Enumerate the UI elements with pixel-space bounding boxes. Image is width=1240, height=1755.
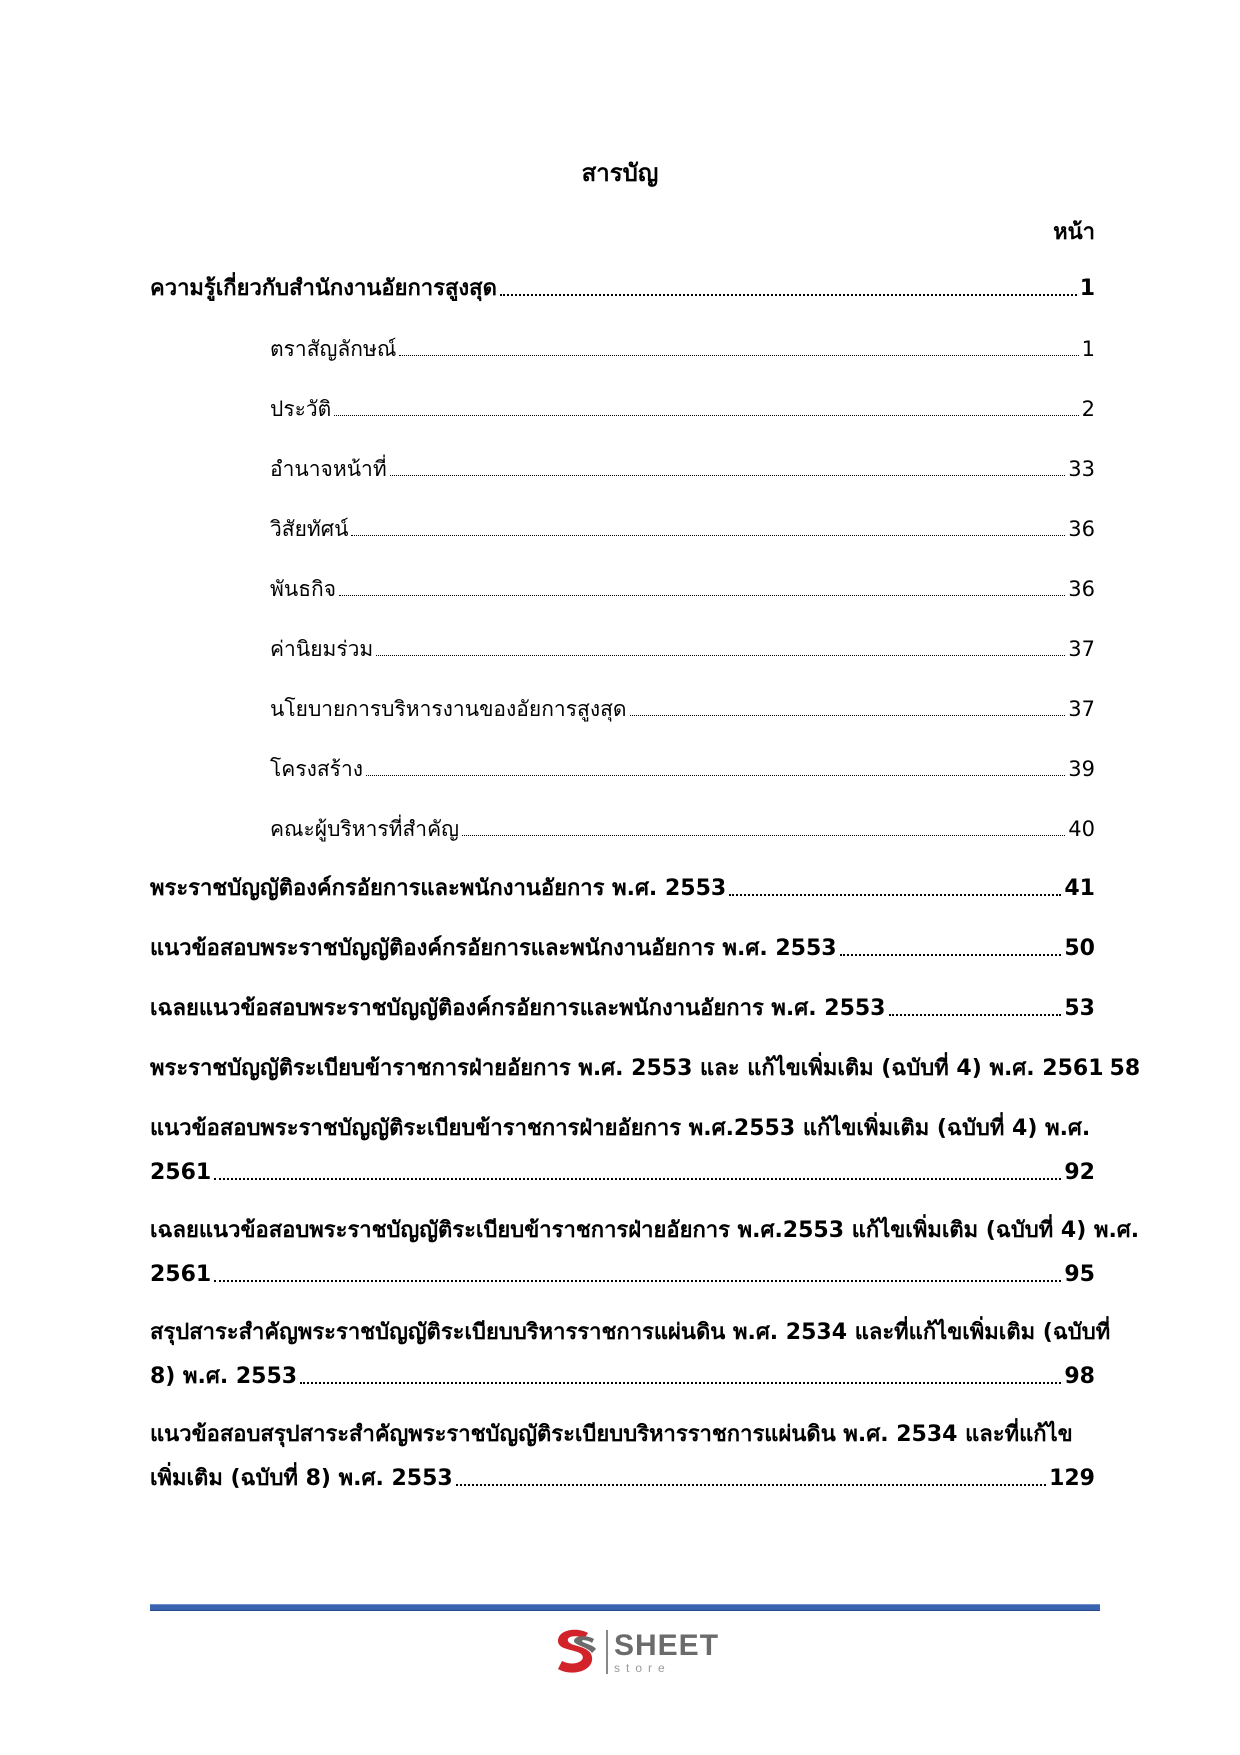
toc-entry-title-cont: เพิ่มเติม (ฉบับที่ 8) พ.ศ. 2553 bbox=[150, 1466, 453, 1491]
toc-entry[interactable] bbox=[150, 874, 1095, 904]
toc-entry-line-2[interactable] bbox=[150, 1464, 1095, 1494]
toc-entry-title-cont: 2561 bbox=[150, 1160, 212, 1185]
toc-entry-line-1[interactable] bbox=[150, 1420, 1095, 1450]
toc-leader bbox=[376, 654, 1065, 656]
sheet-store-logo bbox=[548, 1624, 728, 1680]
toc-entry-title: ความรู้เกี่ยวกับสำนักงานอัยการสูงสุด bbox=[150, 276, 497, 301]
sheet-store-logo-icon bbox=[548, 1625, 602, 1679]
toc-subentry[interactable] bbox=[270, 514, 1095, 544]
toc-entry-title: โครงสร้าง bbox=[270, 757, 364, 781]
toc-entry-title: นโยบายการบริหารงานของอัยการสูงสุด bbox=[270, 697, 627, 721]
toc-entry-page: 37 bbox=[1068, 637, 1095, 661]
toc-entry-line-1[interactable] bbox=[150, 1318, 1111, 1348]
toc-entry[interactable] bbox=[150, 934, 1095, 964]
page-column-label: หน้า bbox=[1053, 220, 1095, 245]
toc-entry-title: เฉลยแนวข้อสอบพระราชบัญญัติระเบียบข้าราชการฝ่ายอัยการ พ.ศ.2553 แก้ไขเพิ่มเติม (ฉบับที่ 4) พ.ศ. bbox=[150, 1218, 1140, 1243]
toc-leader bbox=[214, 1177, 1061, 1180]
toc-entry-page: 1 bbox=[1081, 337, 1095, 361]
toc-entry-line-2[interactable] bbox=[150, 1260, 1095, 1290]
toc-entry-line-1[interactable] bbox=[150, 1114, 1095, 1144]
toc-leader bbox=[214, 1279, 1061, 1282]
toc-entry-title: ค่านิยมร่วม bbox=[270, 637, 374, 661]
toc-leader bbox=[334, 414, 1078, 416]
toc-entry-title: แนวข้อสอบพระราชบัญญัติองค์กรอัยการและพนักงานอัยการ พ.ศ. 2553 bbox=[150, 936, 837, 961]
logo-text bbox=[614, 1628, 720, 1675]
toc-leader bbox=[500, 293, 1077, 296]
toc-entry-page: 95 bbox=[1064, 1262, 1095, 1287]
toc-leader bbox=[462, 834, 1065, 836]
toc-entry[interactable] bbox=[150, 1054, 1141, 1084]
toc-entry-page: 58 bbox=[1109, 1056, 1141, 1081]
toc-entry-title: อำนาจหน้าที่ bbox=[270, 457, 387, 481]
toc-entry-page: 36 bbox=[1068, 577, 1095, 601]
toc-entry-page: 36 bbox=[1068, 517, 1095, 541]
toc-entry-page: 98 bbox=[1064, 1364, 1095, 1389]
toc-entry-page: 33 bbox=[1068, 457, 1095, 481]
toc-subentry[interactable] bbox=[270, 334, 1095, 364]
toc-entry-title: ตราสัญลักษณ์ bbox=[270, 337, 397, 361]
toc-entry-line-1[interactable] bbox=[150, 1216, 1140, 1246]
toc-leader bbox=[840, 953, 1062, 956]
toc-entry-line-2[interactable] bbox=[150, 1158, 1095, 1188]
toc-leader bbox=[889, 1013, 1062, 1016]
logo-separator bbox=[606, 1630, 608, 1674]
toc-entry-page: 129 bbox=[1049, 1466, 1095, 1491]
toc-entry-title: ประวัติ bbox=[270, 397, 332, 421]
toc-entry-page: 2 bbox=[1081, 397, 1095, 421]
toc-leader bbox=[300, 1381, 1061, 1384]
toc-entry-title: เฉลยแนวข้อสอบพระราชบัญญัติองค์กรอัยการและพนักงานอัยการ พ.ศ. 2553 bbox=[150, 996, 886, 1021]
toc-subentry[interactable] bbox=[270, 694, 1095, 724]
toc-subentry[interactable] bbox=[270, 814, 1095, 844]
toc-leader bbox=[456, 1483, 1046, 1486]
toc-leader bbox=[630, 714, 1066, 716]
toc-entry[interactable] bbox=[150, 274, 1095, 304]
toc-entry-title: แนวข้อสอบพระราชบัญญัติระเบียบข้าราชการฝ่ายอัยการ พ.ศ.2553 แก้ไขเพิ่มเติม (ฉบับที่ 4) พ.ศ. bbox=[150, 1116, 1091, 1141]
toc-entry-page: 37 bbox=[1068, 697, 1095, 721]
toc-leader bbox=[729, 893, 1061, 896]
toc-leader bbox=[351, 534, 1065, 536]
toc-entry-title: พระราชบัญญัติองค์กรอัยการและพนักงานอัยการ พ.ศ. 2553 bbox=[150, 876, 727, 901]
toc-leader bbox=[399, 354, 1078, 356]
toc-entry-title: คณะผู้บริหารที่สำคัญ bbox=[270, 817, 460, 841]
toc-subentry[interactable] bbox=[270, 574, 1095, 604]
toc-leader bbox=[390, 474, 1066, 476]
toc-entry-line-2[interactable] bbox=[150, 1362, 1095, 1392]
toc-entry-page: 50 bbox=[1064, 936, 1095, 961]
toc-entry-title: พันธกิจ bbox=[270, 577, 337, 601]
toc-entry-title-cont: 8) พ.ศ. 2553 bbox=[150, 1364, 298, 1389]
toc-subentry[interactable] bbox=[270, 754, 1095, 784]
footer-rule bbox=[150, 1604, 1100, 1611]
toc-entry-title: สรุปสาระสำคัญพระราชบัญญัติระเบียบบริหารราชการแผ่นดิน พ.ศ. 2534 และที่แก้ไขเพิ่มเติม (ฉบับที่ bbox=[150, 1320, 1111, 1345]
logo-subword: store bbox=[614, 1660, 671, 1675]
toc-entry[interactable] bbox=[150, 994, 1095, 1024]
toc-entry-title: วิสัยทัศน์ bbox=[270, 517, 349, 541]
toc-title: สารบัญ bbox=[581, 159, 659, 187]
toc-entry-page: 53 bbox=[1064, 996, 1095, 1021]
toc-entry-title: แนวข้อสอบสรุปสาระสำคัญพระราชบัญญัติระเบียบบริหารราชการแผ่นดิน พ.ศ. 2534 และที่แก้ไข bbox=[150, 1422, 1073, 1447]
toc-entry-title: พระราชบัญญัติระเบียบข้าราชการฝ่ายอัยการ พ.ศ. 2553 และ แก้ไขเพิ่มเติม (ฉบับที่ 4) พ.ศ. 2561 bbox=[150, 1056, 1104, 1081]
toc-subentry[interactable] bbox=[270, 454, 1095, 484]
toc-subentry[interactable] bbox=[270, 394, 1095, 424]
toc-entry-page: 41 bbox=[1064, 876, 1095, 901]
toc-leader bbox=[339, 594, 1065, 596]
logo-word: SHEET bbox=[614, 1628, 720, 1662]
toc-entry-page: 1 bbox=[1079, 276, 1095, 301]
toc-subentry[interactable] bbox=[270, 634, 1095, 664]
toc-entry-page: 39 bbox=[1068, 757, 1095, 781]
toc-entry-page: 40 bbox=[1068, 817, 1095, 841]
toc-leader bbox=[366, 774, 1065, 776]
toc-entry-title-cont: 2561 bbox=[150, 1262, 212, 1287]
toc-entry-page: 92 bbox=[1064, 1160, 1095, 1185]
